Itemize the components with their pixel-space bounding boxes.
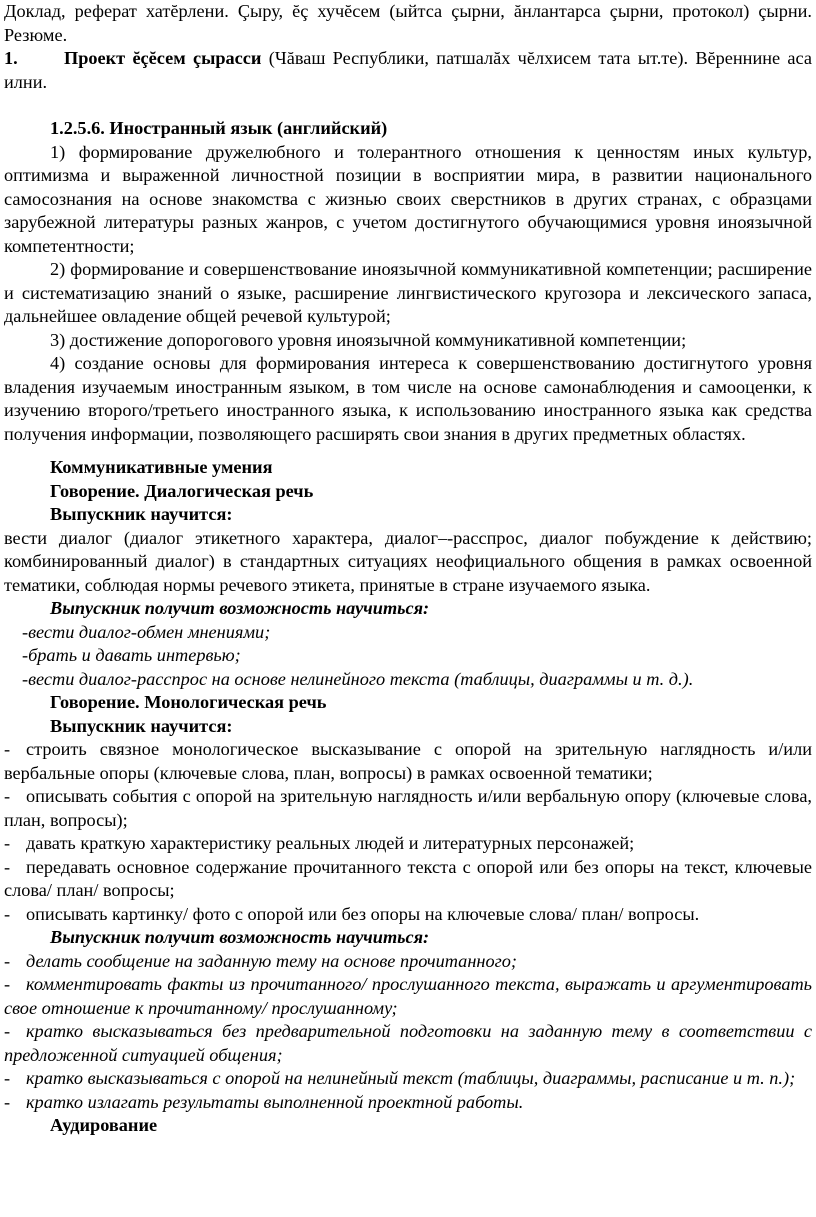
dialog-opportunity-item: -брать и давать интервью; xyxy=(22,645,241,665)
item-number: 1. xyxy=(4,48,18,68)
list-dash: - xyxy=(4,903,11,924)
mono-will-item: - описывать события с опорой на зрительную наглядность и/или вербальную опору (ключевые слова, план, вопросы); xyxy=(4,786,812,830)
mono-will-item: - описывать картинку/ фото с опорой или без опоры на ключевые слова/ план/ вопросы. xyxy=(4,903,812,927)
mono-will-item: - передавать основное содержание прочитанного текста с опорой или без опоры на текст, ключевые слова/ план/ вопросы; xyxy=(4,856,812,900)
mono-opportunity-item: - делать сообщение на заданную тему на основе прочитанного; xyxy=(4,950,812,974)
opportunity-label: Выпускник получит возможность научиться: xyxy=(50,927,430,947)
mono-will-item: - строить связное монологическое высказывание с опорой на зрительную наглядность и/или вербальные опоры (ключевые слова, план, вопросы) в рамках освоенной тематики; xyxy=(4,739,812,783)
item-title: Проект ĕçĕсем çырасси xyxy=(64,48,262,68)
goal-paragraph: 3) достижение допорогового уровня иноязычной коммуникативной компетенции; xyxy=(50,329,687,350)
mono-heading: Говорение. Монологическая речь xyxy=(50,692,327,712)
section-heading: 1.2.5.6. Иностранный язык (английский) xyxy=(50,118,388,138)
spacer xyxy=(4,94,812,117)
opportunity-label: Выпускник получит возможность научиться: xyxy=(50,598,430,618)
dialog-text: вести диалог (диалог этикетного характера, диалог–-расспрос, диалог побуждение к действию; комбинированный диалог) в стандартных ситуациях неофициального общения в рамках освоенной тематики, соблюдая нормы речевого этикета, принятые в стране изучаемого языка. xyxy=(4,527,812,595)
mono-opportunity-item: - кратко высказываться с опорой на нелинейный текст (таблицы, диаграммы, расписание и т. п.); xyxy=(4,1067,812,1091)
dialog-opportunity-item: -вести диалог-обмен мнениями; xyxy=(22,621,271,642)
mono-opportunity-item: - кратко излагать результаты выполненной проектной работы. xyxy=(4,1091,812,1115)
dialog-opportunity-item: -вести диалог-расспрос на основе нелинейного текста (таблицы, диаграммы и т. д.). xyxy=(22,668,694,689)
list-dash: - xyxy=(4,974,11,994)
will-learn-label: Выпускник научится: xyxy=(50,504,233,524)
list-dash: - xyxy=(4,1021,11,1041)
goal-paragraph: 4) создание основы для формирования интереса к совершенствованию достигнутого уровня владения изучаемым иностранным языком, в том числе на основе самонаблюдения и самооценки, к изучению второго/третьего иностранного языка, к использованию иностранного языка как средства получения информации, позволяющего расширять свои знания в других предметных областях. xyxy=(4,353,812,444)
list-dash: - xyxy=(4,856,11,877)
list-dash: - xyxy=(4,739,11,759)
list-dash: - xyxy=(4,950,11,971)
intro-item xyxy=(4,47,812,94)
will-learn-label: Выпускник научится: xyxy=(50,715,233,736)
intro-line: Доклад, реферат хатĕрлени. Çыру, ĕç хучĕсем (ыйтса çырни, ăнлантарса çырни, протокол) çырни. Резюме. xyxy=(4,1,812,45)
mono-opportunity-item: - комментировать факты из прочитанного/ прослушанного текста, выражать и аргументировать свое отношение к прочитанному/ прослушанному; xyxy=(4,974,812,1018)
mono-will-item: - давать краткую характеристику реальных людей и литературных персонажей; xyxy=(4,832,812,856)
list-dash: - xyxy=(4,1091,11,1112)
list-dash: - xyxy=(4,1068,11,1088)
goal-paragraph: 1) формирование дружелюбного и толерантного отношения к ценностям иных культур, оптимизма и выраженной личностной позиции в восприятии мира, в развитии национального самосознания на основе знакомства с жизнью своих сверстников в других странах, с образцами зарубежной литературы разных жанров, с учетом достигнутого обучающимися уровня иноязычной компетентности; xyxy=(4,141,812,256)
listening-heading: Аудирование xyxy=(50,1115,158,1135)
mono-opportunity-item: - кратко высказываться без предварительной подготовки на заданную тему в соответствии с предложенной ситуацией общения; xyxy=(4,1021,812,1065)
list-dash: - xyxy=(4,833,11,853)
goal-paragraph: 2) формирование и совершенствование иноязычной коммуникативной компетенции; расширение и систематизацию знаний о языке, расширение лингвистического кругозора и лексического запаса, дальнейшее овладение общей речевой культурой; xyxy=(4,259,812,326)
skills-heading: Коммуникативные умения xyxy=(50,457,273,477)
item-rest: (Чăваш Республики, патшалăх чĕлхисем тата ыт.те). Вĕреннине аса илни. xyxy=(4,48,812,92)
dialog-heading: Говорение. Диалогическая речь xyxy=(50,480,314,501)
list-dash: - xyxy=(4,786,11,806)
